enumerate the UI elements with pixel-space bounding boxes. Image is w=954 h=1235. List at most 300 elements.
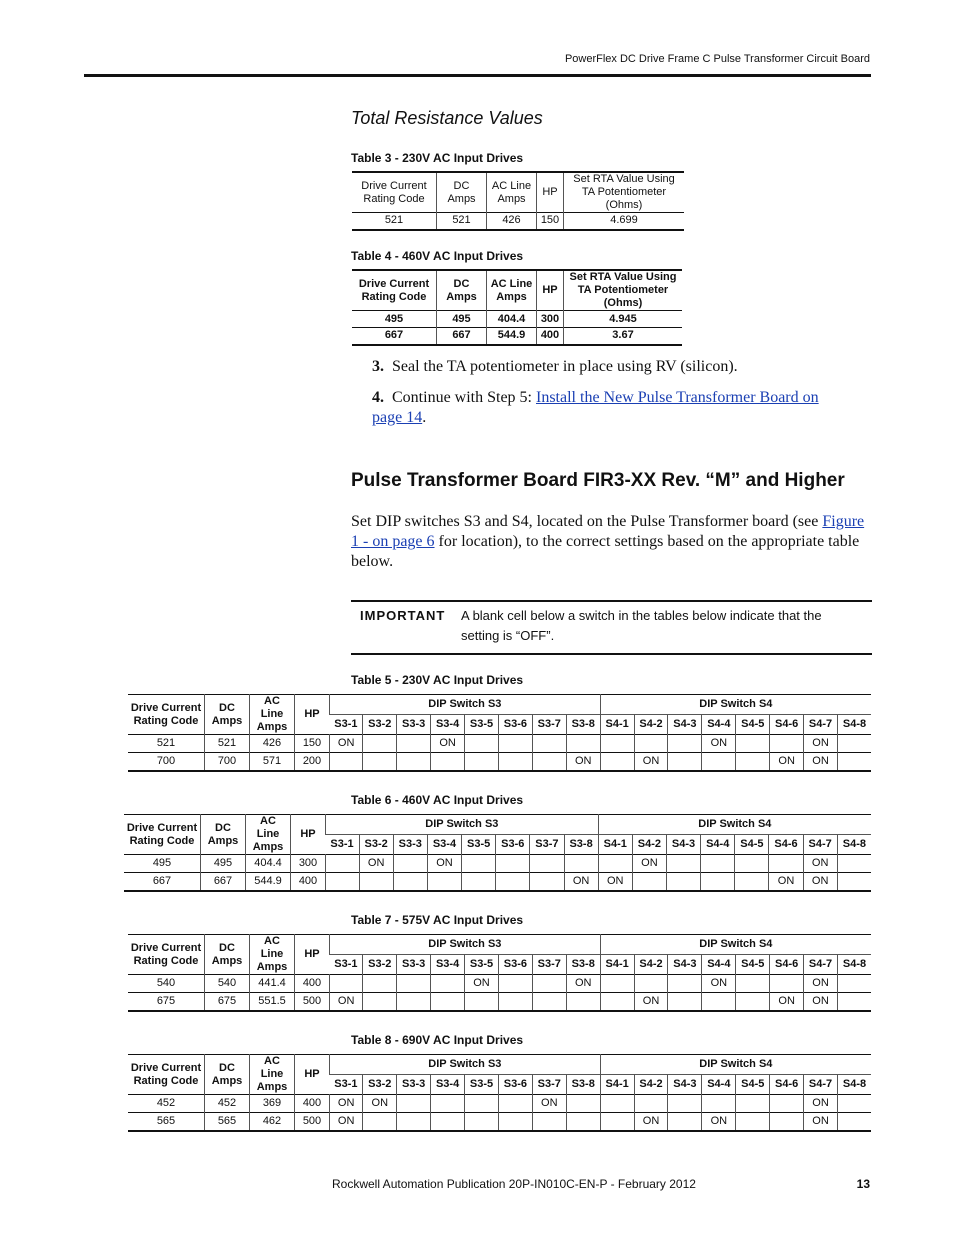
switch-header: S3-1 [330,715,363,735]
drive-cell: 521 [205,735,250,753]
dip-header-c3: AC Line Amps [246,815,291,855]
switch-cell [598,855,632,873]
table8-caption: Table 8 - 690V AC Input Drives [351,1033,524,1047]
table4-cell: 3.67 [564,328,683,345]
drive-cell: 452 [205,1095,250,1113]
drive-cell: 544.9 [246,873,291,892]
switch-cell: ON [359,855,393,873]
table4-cell: 400 [537,328,564,345]
drive-cell: 521 [156,737,176,749]
switch-header: S4-2 [634,715,668,735]
dip-header-c2: DC Amps [205,935,250,975]
switch-cell [838,753,872,772]
switch-cell [363,1113,397,1132]
switch-header: S4-7 [804,715,838,735]
para-text: Set DIP switches S3 and S4, located on the Pulse Transformer board (see [351,513,823,530]
switch-cell [702,1095,736,1113]
step-3 [372,358,738,376]
intro-paragraph [351,512,873,572]
drive-cell: 495 [152,857,172,869]
drive-cell: 452 [156,1097,176,1109]
switch-cell [564,855,598,873]
drive-cell: 571 [250,753,295,772]
table4-header: Set RTA Value Using TA Potentiometer (Ohms) [564,270,683,311]
drive-cell: 540 [205,975,250,993]
drive-cell: 426 [250,735,295,753]
switch-cell [735,855,769,873]
table-row [128,975,871,993]
switch-cell: ON [431,735,465,753]
switch-cell [431,993,465,1012]
switch-cell [532,1113,566,1132]
table-row [352,328,682,345]
switch-header: S4-1 [600,1075,634,1095]
switch-cell: ON [702,735,736,753]
switch-cell: ON [566,753,600,772]
table4-cell: 495 [384,312,404,325]
figure1-link[interactable]: Figure 1 - on page 6 [351,513,865,550]
drive-cell: 462 [250,1113,295,1132]
table4-header: HP [537,270,564,311]
table3-cell: 426 [487,213,537,230]
switch-cell [566,1113,600,1132]
switch-header: S3-6 [496,835,530,855]
switch-cell [600,753,634,772]
install-board-link[interactable]: Install the New Pulse Transformer Board on page 14 [372,389,819,426]
switch-header: S4-7 [803,835,837,855]
switch-cell [600,993,634,1012]
drive-cell: 565 [205,1113,250,1132]
switch-cell: ON [702,1113,736,1132]
switch-cell [496,855,530,873]
table-row [124,873,871,892]
table-row [124,855,871,873]
table4 [352,269,682,346]
switch-cell [666,873,700,892]
switch-cell [600,975,634,993]
step-text: Continue with Step 5: [392,389,536,406]
switch-header: S4-4 [702,1075,736,1095]
switch-cell [838,1113,872,1132]
section-heading: Pulse Transformer Board FIR3-XX Rev. “M” and Higher [351,470,845,491]
switch-cell [736,1095,770,1113]
switch-cell [668,1113,702,1132]
switch-cell [770,1095,804,1113]
switch-cell [634,1095,668,1113]
drive-cell: 700 [205,753,250,772]
dip-switch-s3-header: DIP Switch S3 [326,815,599,835]
dip-header-c4: HP [295,935,330,975]
switch-header: S4-5 [736,715,770,735]
step-text-end: . [422,409,427,426]
switch-cell: ON [769,873,803,892]
switch-header: S3-4 [431,1075,465,1095]
switch-header: S4-7 [804,955,838,975]
switch-cell [427,873,461,892]
switch-cell [359,873,393,892]
switch-header: S4-6 [770,955,804,975]
switch-cell: ON [532,1095,566,1113]
table3-cell: 521 [437,213,487,230]
drive-cell: 700 [156,755,176,767]
dip-switch-s3-header: DIP Switch S3 [330,695,601,715]
switch-cell [701,855,735,873]
switch-cell: ON [804,1113,838,1132]
dip-header-c4: HP [295,1055,330,1095]
switch-header: S4-1 [600,715,634,735]
switch-header: S4-3 [668,1075,702,1095]
switch-header: S4-6 [770,1075,804,1095]
switch-cell [465,735,499,753]
switch-header: S4-1 [600,955,634,975]
step-number: 4. [372,389,384,406]
switch-cell [393,873,427,892]
switch-cell [498,1095,532,1113]
table-row [352,213,684,230]
switch-cell [838,735,872,753]
switch-cell [496,873,530,892]
drive-cell: 500 [295,1113,330,1132]
switch-cell: ON [598,873,632,892]
switch-header: S4-6 [770,715,804,735]
table-row [128,1095,871,1113]
dip-header-c1: Drive Current Rating Code [130,1061,202,1087]
switch-cell: ON [803,873,837,892]
table3-header: DC Amps [437,172,487,213]
switch-header: S3-1 [330,955,363,975]
dip-header-c4: HP [291,815,326,855]
switch-header: S3-1 [326,835,360,855]
switch-header: S3-7 [532,1075,566,1095]
switch-header: S4-3 [668,955,702,975]
switch-header: S3-3 [397,715,431,735]
switch-cell: ON [770,993,804,1012]
page-number: 13 [856,1177,870,1191]
switch-cell [363,753,397,772]
switch-header: S3-5 [465,715,499,735]
switch-cell: ON [363,1095,397,1113]
switch-cell [736,975,770,993]
switch-header: S3-4 [431,715,465,735]
switch-header: S4-3 [668,715,702,735]
switch-cell: ON [803,855,837,873]
dip-switch-s3-header: DIP Switch S3 [330,1055,601,1075]
switch-cell [397,1113,431,1132]
drive-cell: 400 [295,975,330,993]
switch-header: S4-4 [702,715,736,735]
switch-cell: ON [330,993,363,1012]
switch-cell [566,993,600,1012]
switch-cell: ON [330,1095,363,1113]
switch-header: S3-4 [427,835,461,855]
dip-header-c1: Drive Current Rating Code [126,821,198,847]
header-title: PowerFlex DC Drive Frame C Pulse Transformer Circuit Board [564,53,870,65]
switch-cell [326,855,360,873]
switch-header: S3-8 [566,955,600,975]
table4-cell: 404.4 [487,311,537,328]
switch-cell [397,753,431,772]
table4-cell: 544.9 [487,328,537,345]
switch-header: S4-6 [769,835,803,855]
important-label: IMPORTANT [360,608,446,623]
switch-header: S4-4 [701,835,735,855]
switch-cell [600,1113,634,1132]
switch-header: S3-6 [498,1075,532,1095]
drive-cell: 150 [295,735,330,753]
table3-header: AC Line Amps [487,172,537,213]
drive-cell: 404.4 [246,855,291,873]
para-text: for location), to the correct settings based on the appropriate table below. [351,533,860,570]
switch-cell: ON [634,753,668,772]
drive-cell: 565 [156,1115,176,1127]
dip-switch-s3-header: DIP Switch S3 [330,935,601,955]
table-row [128,1113,871,1132]
switch-cell [465,753,499,772]
switch-cell [770,975,804,993]
drive-cell: 400 [291,873,326,892]
switch-cell [326,873,360,892]
switch-cell [465,993,499,1012]
drive-cell: 551.5 [250,993,295,1012]
table5 [128,694,871,772]
dip-switch-s4-header: DIP Switch S4 [598,815,871,835]
switch-cell [668,753,702,772]
switch-cell [838,1095,872,1113]
step-4 [372,388,842,428]
switch-cell [462,855,496,873]
table4-header: Drive Current Rating Code [358,277,430,303]
switch-cell [600,735,634,753]
important-rule-bottom [351,653,872,655]
switch-cell [498,993,532,1012]
drive-cell: 441.4 [250,975,295,993]
table3-cell: 521 [384,214,404,227]
dip-switch-s4-header: DIP Switch S4 [600,935,871,955]
switch-cell [330,975,363,993]
table6 [124,814,871,892]
switch-cell [666,855,700,873]
switch-header: S4-8 [838,1075,872,1095]
table4-cell: 495 [437,311,487,328]
header-rule [84,74,871,77]
drive-cell: 667 [152,875,172,887]
dip-header-c1: Drive Current Rating Code [130,701,202,727]
dip-header-c4: HP [295,695,330,735]
switch-cell [462,873,496,892]
switch-cell: ON [634,993,668,1012]
drive-cell: 300 [291,855,326,873]
table-row [128,993,871,1012]
switch-header: S3-6 [498,955,532,975]
drive-cell: 200 [295,753,330,772]
dip-header-c2: DC Amps [205,1055,250,1095]
switch-cell [701,873,735,892]
step-number: 3. [372,358,384,375]
drive-cell: 495 [201,855,246,873]
drive-cell: 400 [295,1095,330,1113]
table-row [352,311,682,328]
switch-cell [736,753,770,772]
switch-cell [363,735,397,753]
switch-header: S4-8 [838,955,872,975]
switch-cell: ON [564,873,598,892]
switch-cell [397,1095,431,1113]
switch-header: S3-5 [465,955,499,975]
drive-cell: 369 [250,1095,295,1113]
switch-cell [530,855,564,873]
table4-cell: 300 [537,311,564,328]
table8 [128,1054,871,1132]
switch-header: S3-1 [330,1075,363,1095]
switch-cell [634,975,668,993]
drive-cell: 675 [156,995,176,1007]
table4-caption: Table 4 - 460V AC Input Drives [351,249,524,263]
important-rule-top [351,600,872,602]
switch-header: S3-2 [359,835,393,855]
dip-header-c3: AC Line Amps [250,935,295,975]
table6-caption: Table 6 - 460V AC Input Drives [351,793,524,807]
dip-header-c2: DC Amps [205,695,250,735]
table3 [352,171,684,231]
switch-cell [600,1095,634,1113]
switch-cell: ON [465,975,499,993]
switch-cell [431,1095,465,1113]
switch-header: S4-2 [634,1075,668,1095]
switch-cell [837,873,871,892]
switch-header: S3-7 [532,955,566,975]
switch-cell [736,1113,770,1132]
switch-header: S4-1 [598,835,632,855]
switch-header: S3-4 [431,955,465,975]
switch-cell [702,993,736,1012]
switch-cell [431,753,465,772]
switch-header: S3-8 [566,1075,600,1095]
table-row [128,753,871,772]
switch-cell [330,753,363,772]
drive-cell: 540 [156,977,176,989]
switch-cell [393,855,427,873]
switch-header: S3-8 [564,835,598,855]
drive-cell: 667 [201,873,246,892]
table-row [128,735,871,753]
switch-cell [668,975,702,993]
switch-cell [702,753,736,772]
table4-cell: 667 [384,329,404,342]
switch-cell [530,873,564,892]
switch-cell [498,735,532,753]
switch-cell [465,1095,499,1113]
switch-cell [397,975,431,993]
important-text: A blank cell below a switch in the tables below indicate that the setting is “OFF”. [461,608,822,643]
switch-header: S4-8 [838,715,872,735]
switch-cell [668,735,702,753]
switch-cell [498,1113,532,1132]
table7 [128,934,871,1012]
switch-cell [770,1113,804,1132]
switch-header: S3-5 [462,835,496,855]
switch-header: S3-7 [530,835,564,855]
switch-header: S4-2 [634,955,668,975]
table3-header: Drive Current Rating Code [361,179,427,205]
switch-header: S4-4 [702,955,736,975]
switch-cell: ON [330,735,363,753]
switch-header: S4-5 [736,1075,770,1095]
switch-cell: ON [427,855,461,873]
switch-header: S3-8 [566,715,600,735]
switch-header: S4-3 [666,835,700,855]
table7-caption: Table 7 - 575V AC Input Drives [351,913,524,927]
switch-header: S3-3 [397,1075,431,1095]
switch-cell [397,735,431,753]
switch-cell: ON [804,1095,838,1113]
switch-cell: ON [770,753,804,772]
table4-header: DC Amps [437,270,487,311]
switch-cell: ON [566,975,600,993]
switch-cell: ON [634,1113,668,1132]
switch-cell [363,975,397,993]
table5-caption: Table 5 - 230V AC Input Drives [351,673,524,687]
switch-cell [363,993,397,1012]
switch-cell [668,1095,702,1113]
switch-cell [566,1095,600,1113]
dip-header-c2: DC Amps [201,815,246,855]
step-text: Seal the TA potentiometer in place using RV (silicon). [392,358,738,375]
switch-cell [532,753,566,772]
switch-cell [769,855,803,873]
table3-cell: 150 [537,213,564,230]
dip-switch-s4-header: DIP Switch S4 [600,1055,871,1075]
switch-cell: ON [330,1113,363,1132]
table3-caption: Table 3 - 230V AC Input Drives [351,151,524,165]
switch-cell [632,873,666,892]
switch-header: S3-2 [363,955,397,975]
switch-header: S3-7 [532,715,566,735]
switch-cell [735,873,769,892]
switch-header: S4-5 [735,835,769,855]
drive-cell: 675 [205,993,250,1012]
switch-header: S3-2 [363,715,397,735]
drive-cell: 500 [295,993,330,1012]
switch-header: S3-3 [393,835,427,855]
switch-cell [770,735,804,753]
switch-cell: ON [804,993,838,1012]
switch-cell [465,1113,499,1132]
switch-cell [397,993,431,1012]
switch-header: S3-3 [397,955,431,975]
switch-cell [532,993,566,1012]
switch-header: S4-7 [804,1075,838,1095]
switch-header: S3-5 [465,1075,499,1095]
switch-cell [838,993,872,1012]
switch-cell [838,975,872,993]
dip-header-c3: AC Line Amps [250,1055,295,1095]
switch-cell [634,735,668,753]
footer-publication: Rockwell Automation Publication 20P-IN010C-EN-P - February 2012 [332,1177,696,1191]
table3-cell: 4.699 [564,213,685,230]
switch-cell [532,735,566,753]
switch-header: S4-5 [736,955,770,975]
switch-cell [668,993,702,1012]
switch-cell [431,975,465,993]
switch-cell [498,753,532,772]
switch-header: S4-2 [632,835,666,855]
table3-header: Set RTA Value Using TA Potentiometer (Ohms) [564,172,685,213]
table3-header: HP [537,172,564,213]
dip-switch-s4-header: DIP Switch S4 [600,695,871,715]
table4-header: AC Line Amps [487,270,537,311]
switch-cell [566,735,600,753]
section-title: Total Resistance Values [351,108,543,128]
